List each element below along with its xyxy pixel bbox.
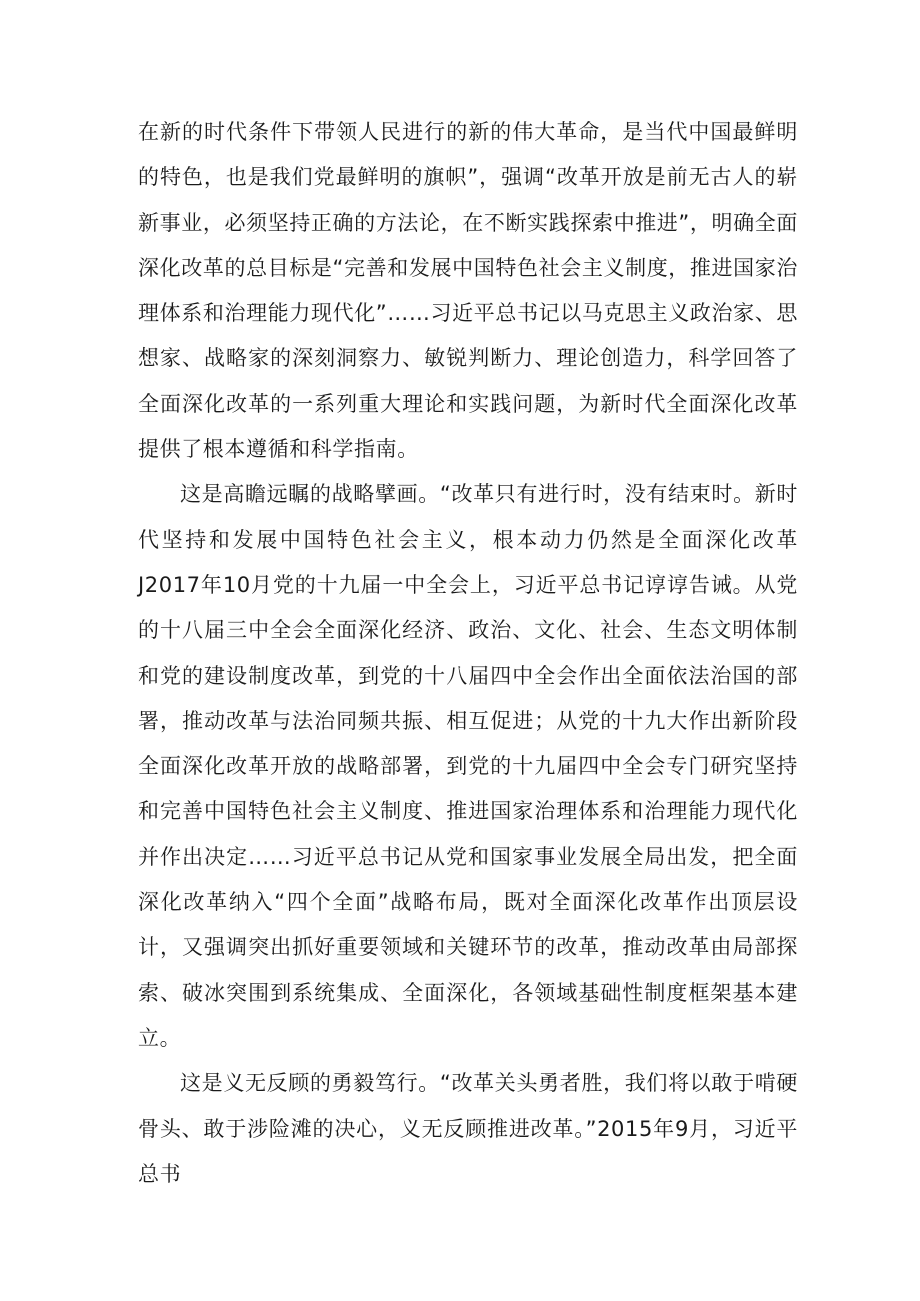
paragraph-2: 这是高瞻远瞩的战略擘画。“改革只有进行时，没有结束时。新时代坚持和发展中国特色社会主义，根本动力仍然是全面深化改革J2017年10月党的十九届一中全会上，习近平总书记谆谆告诫。从党的十八届三中全会全面深化经济、政治、文化、社会、生态文明体制和党的建设制度改革，到党的十八届四中全会作出全面依法治国的部署，推动改革与法治同频共振、相互促进；从党的十九大作出新阶段全面深化改革开放的战略部署，到党的十九届四中全会专门研究坚持和完善中国特色社会主义制度、推进国家治理体系和治理能力现代化并作出决定……习近平总书记从党和国家事业发展全局出发，把全面深化改革纳入“四个全面”战略布局，既对全面深化改革作出顶层设计，又强调突出抓好重要领域和关键环节的改革，推动改革由局部探索、破冰突围到系统集成、全面深化，各领域基础性制度框架基本建立。 <box>138 482 798 1050</box>
paragraph-3: 这是义无反顾的勇毅笃行。“改革关头勇者胜，我们将以敢于啃硬骨头、敢于涉险滩的决心，义无反顾推进改革。”2015年9月，习近平总书 <box>138 1071 798 1186</box>
paragraph-1: 在新的时代条件下带领人民进行的新的伟大革命，是当代中国最鲜明的特色，也是我们党最鲜明的旗帜”，强调“改革开放是前无古人的崭新事业，必须坚持正确的方法论，在不断实践探索中推进”，明确全面深化改革的总目标是“完善和发展中国特色社会主义制度，推进国家治理体系和治理能力现代化”……习近平总书记以马克思主义政治家、思想家、战略家的深刻洞察力、敏锐判断力、理论创造力，科学回答了全面深化改革的一系列重大理论和实践问题，为新时代全面深化改革提供了根本遵循和科学指南。 <box>138 120 798 462</box>
document-body <box>138 110 798 1197</box>
